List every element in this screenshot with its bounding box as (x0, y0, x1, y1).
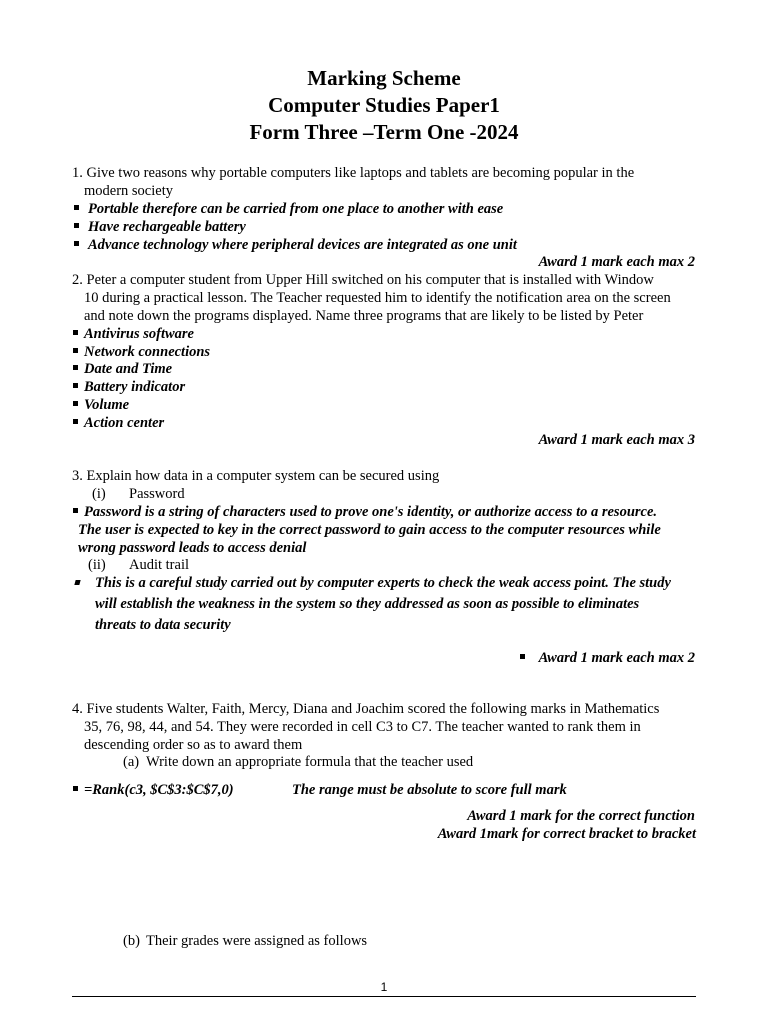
q1-answer-3: Advance technology where peripheral devices are integrated as one unit (88, 237, 517, 253)
bullet-icon (73, 348, 78, 353)
title-marking-scheme: Marking Scheme (307, 66, 461, 90)
q3-part-i-answer-line3: wrong password leads to access denial (78, 540, 307, 556)
q4-part-b-number: (b) (123, 933, 140, 949)
q3-part-ii-label: Audit trail (129, 557, 190, 573)
q3-part-i-label: Password (129, 486, 185, 502)
q4-text-line3: descending order so as to award them (84, 737, 303, 753)
bullet-icon (74, 205, 79, 210)
q3-part-ii-answer-line3: threats to data security (95, 617, 231, 633)
q2-answer-3: Date and Time (84, 361, 173, 377)
q2-answer-6: Action center (84, 415, 165, 431)
bullet-icon (73, 401, 78, 406)
q3-part-i-answer-line1: Password is a string of characters used to prove one's identity, or authorize access to a resource. (84, 504, 658, 520)
q3-award: Award 1 mark each max 2 (538, 650, 695, 666)
title-subject: Computer Studies Paper1 (268, 93, 500, 117)
q3-part-ii-answer-line1: This is a careful study carried out by computer experts to check the weak access point. The study (95, 575, 671, 591)
footer-divider (72, 996, 696, 997)
q1-answer-1: Portable therefore can be carried from one place to another with ease (88, 201, 504, 217)
bullet-icon (74, 580, 80, 585)
q1-answer-2: Have rechargeable battery (88, 219, 246, 235)
q2-answer-5: Volume (84, 397, 130, 413)
bullet-icon (73, 508, 78, 513)
q4-formula-note: The range must be absolute to score full mark (292, 782, 567, 798)
q2-answer-2: Network connections (84, 344, 211, 360)
q1-text-line2: modern society (84, 183, 173, 199)
bullet-icon (73, 330, 78, 335)
q2-text-line3: and note down the programs displayed. Name three programs that are likely to be listed by Peter (84, 308, 644, 324)
q1-award: Award 1 mark each max 2 (538, 254, 695, 270)
q2-text-line1: 2. Peter a computer student from Upper Hill switched on his computer that is installed with Window (72, 272, 654, 288)
bullet-icon (74, 223, 79, 228)
q2-text-line2: 10 during a practical lesson. The Teacher requested him to identify the notification area on the screen (84, 290, 671, 306)
q3-part-i-answer-line2: The user is expected to key in the correct password to gain access to the computer resources while (78, 522, 661, 538)
q2-award: Award 1 mark each max 3 (538, 432, 695, 448)
bullet-icon (73, 419, 78, 424)
q3-text: 3. Explain how data in a computer system can be secured using (72, 468, 440, 484)
q1-text-line1: 1. Give two reasons why portable computers like laptops and tablets are becoming popular in the (72, 165, 635, 181)
q3-part-ii-number: (ii) (88, 557, 106, 573)
q4-award-bracket: Award 1mark for correct bracket to bracket (437, 826, 696, 842)
bullet-icon (73, 383, 78, 388)
q4-formula: =Rank(c3, $C$3:$C$7,0) (84, 782, 234, 798)
q4-part-a-number: (a) (123, 754, 140, 770)
title-form-term: Form Three –Term One -2024 (249, 120, 519, 144)
q2-answer-4: Battery indicator (84, 379, 186, 395)
q3-part-ii-answer-line2: will establish the weakness in the system so they addressed as soon as possible to eliminates (95, 596, 640, 612)
q4-text-line2: 35, 76, 98, 44, and 54. They were recorded in cell C3 to C7. The teacher wanted to rank them in (84, 719, 641, 735)
bullet-icon (73, 786, 78, 791)
bullet-icon (73, 365, 78, 370)
q4-text-line1: 4. Five students Walter, Faith, Mercy, Diana and Joachim scored the following marks in Mathematics (72, 701, 660, 717)
q4-part-a-label: Write down an appropriate formula that the teacher used (146, 754, 474, 770)
q4-part-b-label: Their grades were assigned as follows (146, 933, 368, 949)
q3-part-i-number: (i) (92, 486, 106, 502)
q4-award-function: Award 1 mark for the correct function (467, 808, 695, 824)
bullet-icon (74, 241, 79, 246)
page-number: 1 (380, 980, 388, 994)
q2-answer-1: Antivirus software (84, 326, 194, 342)
